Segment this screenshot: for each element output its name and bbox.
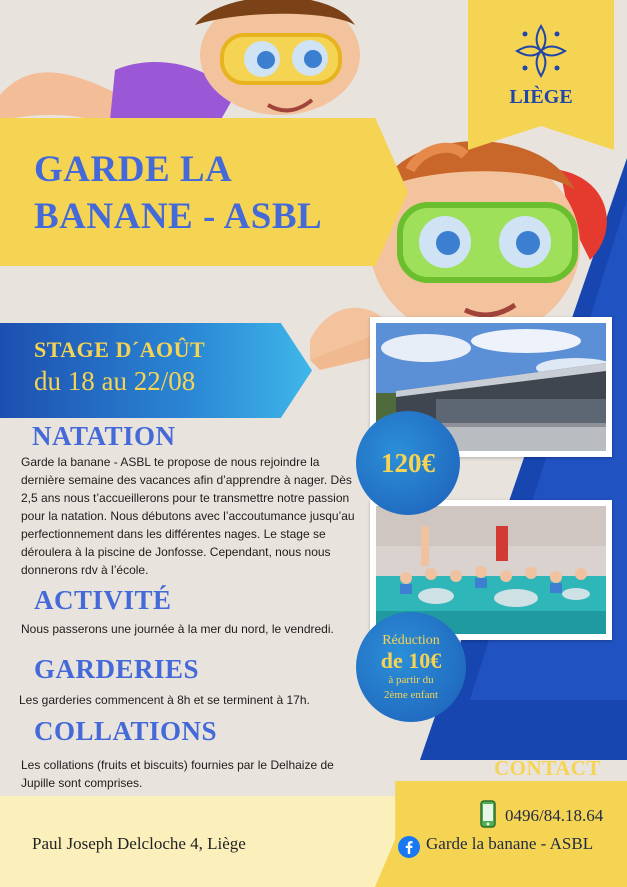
facebook-page-link[interactable]: Garde la banane - ASBL xyxy=(426,834,594,853)
address: Paul Joseph Delcloche 4, Liège xyxy=(32,834,246,853)
reduction-line-3: à partir du xyxy=(388,674,434,686)
facebook-icon xyxy=(398,836,420,858)
collations-heading: COLLATIONS xyxy=(34,716,218,746)
ornament-icon xyxy=(513,22,569,80)
price-badge: 120€ xyxy=(356,411,460,515)
stage-title: STAGE D´AOÛT xyxy=(34,337,206,362)
reduction-badge xyxy=(356,612,466,722)
reduction-line-4: 2ème enfant xyxy=(383,689,439,701)
natation-text: Garde la banane - ASBL te propose de nous rejoindre la dernière semaine des vacances afin d’apprendre à nager. Dès 2,5 ans nous t’accueillerons pour te transmettre notre passion pour la natation. Nous débutons avec l’accoutumance jusqu’au perfectionnement dans les différentes nages. Le stage se déroulera à la piscine de Jonfosse. Cependant, nous nous donnerons rdv à l’école. xyxy=(21,455,355,577)
garderies-heading: GARDERIES xyxy=(34,654,200,684)
collations-text: Les collations (fruits et biscuits) fournies par le Delhaize de Jupille sont comprises. xyxy=(21,758,334,790)
title-line-1: GARDE LA xyxy=(34,149,233,190)
reduction-line-1: Réduction xyxy=(382,633,440,648)
natation-heading: NATATION xyxy=(32,421,176,451)
activite-text: Nous passerons une journée à la mer du nord, le vendredi. xyxy=(21,622,334,636)
page-title xyxy=(34,146,394,240)
city-tag-label: LIÈGE xyxy=(509,86,573,108)
stage-dates: du 18 au 22/08 xyxy=(34,366,196,396)
contact-heading: CONTACT xyxy=(494,756,601,780)
phone-icon xyxy=(480,800,496,828)
phone-number[interactable]: 0496/84.18.64 xyxy=(505,806,604,825)
title-line-2: BANANE - ASBL xyxy=(34,196,323,237)
activite-heading: ACTIVITÉ xyxy=(34,585,172,615)
garderies-text: Les garderies commencent à 8h et se terminent à 17h. xyxy=(19,693,310,707)
reduction-line-2: de 10€ xyxy=(380,648,442,673)
